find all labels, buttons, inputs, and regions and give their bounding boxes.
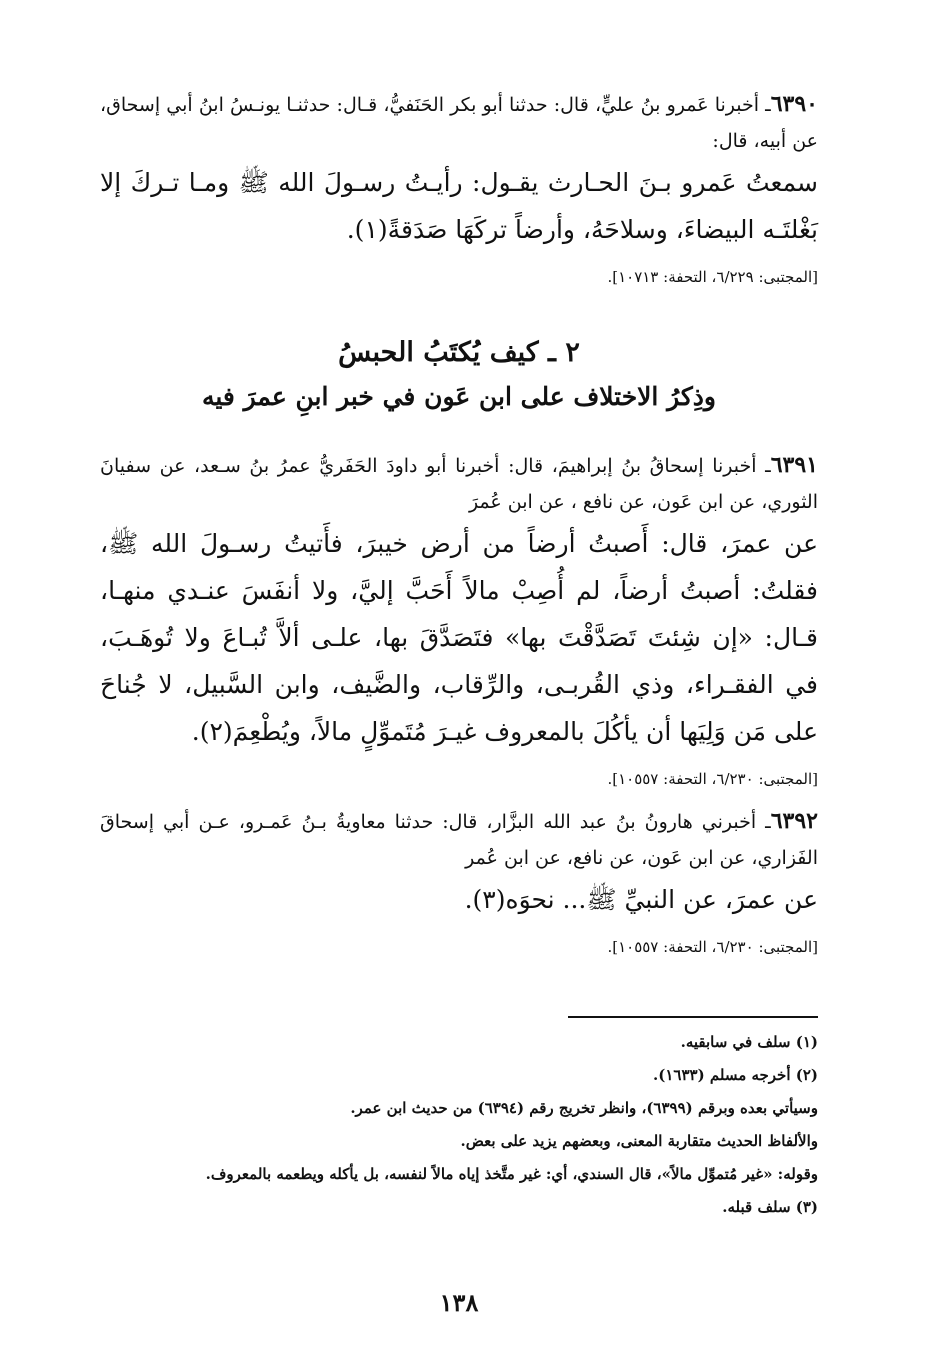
book-page <box>100 86 818 1322</box>
hadith-reference: [المجتبى: ٦/٢٣٠، التحفة: ١٠٥٥٧]. <box>607 770 818 788</box>
footnote-2-continuation: وقوله: «غير مُتموِّل مالاً»، قال السندي، أي: غير متَّخذ إياه مالاً لنفسه، بل يأكله ويطعمه بالمعروف. <box>205 1165 818 1183</box>
hadith-matn: سمعتُ عَمرو بـنَ الحـارث يقـول: رأيـتُ رسـولَ الله ﷺ ومـا تـركَ إلا بَغْلتَـه البيضاءَ، وسلاحَهُ، وأرضاً تركَهَا صَدَقةً(١). <box>100 168 818 244</box>
footnote-2: (٢) أخرجه مسلم (١٦٣٣). <box>653 1066 818 1084</box>
hadith-reference: [المجتبى: ٦/٢٣٠، التحفة: ١٠٥٥٧]. <box>607 938 818 956</box>
hadith-matn: عن عمرَ، قال: أَصبتُ أرضاً من أرض خيبرَ، فأَتيتُ رسـولَ الله ﷺ، فقلتُ: أصبتُ أرضاً، لم أُصِبْ مالاً أَحَبَّ إليَّ، ولا أنفَسَ عنـدي منهـا، قـال: «إن شِئتَ تَصَدَّقْتَ بها» فتَصَدَّقَ بها، علـى ألاَّ تُبـاعَ ولا تُوهَـبَ، في الفقـراء، وذي القُربـى، والرِّقاب، والضَّيف، وابن السَّبيل، لا جُناحَ على مَن وَلِيَها أن يأكُلَ بالمعروف غيـرَ مُتَموِّلٍ مالاً، ويُطْعِمَ(٢). <box>100 529 818 746</box>
footnotes <box>100 1016 818 1224</box>
footnote-2-continuation: والألفاظ الحديث متقاربة المعنى، وبعضهم يزيد على بعض. <box>460 1132 818 1150</box>
hadith-6391 <box>100 447 818 793</box>
footnote-1: (١) سلف في سابقيه. <box>680 1033 818 1051</box>
hadith-isnad <box>100 447 818 520</box>
footnote-divider <box>568 1016 818 1018</box>
chapter-subtitle: وذِكرُ الاختلاف على ابن عَون في خبر ابنِ عمرَ فيه <box>201 382 716 411</box>
isnad-text: ـ أخبرنا عَمرو بنُ عليٍّ، قال: حدثنا أبو بكر الحَنَفيُّ، قـال: حدثنـا يونـسُ ابنُ أبي إسحاق، عن أبيه، قال: <box>100 94 818 152</box>
hadith-matn: عن عمرَ، عن النبيِّ ﷺ... نحوَه(٣). <box>464 885 818 914</box>
isnad-text: ـ أخبرنا إسحاقُ بنُ إبراهيمَ، قال: أخبرنا أبو داودَ الحَفَريُّ عمرُ بنُ سـعد، عن سفيانَ الثوري، عن ابن عَون، عن نافع ، عن ابن عُمرَ <box>100 455 818 513</box>
hadith-number: ٦٣٩٠ <box>770 91 818 117</box>
hadith-isnad <box>100 803 818 876</box>
hadith-reference: [المجتبى: ٦/٢٢٩، التحفة: ١٠٧١٣]. <box>607 268 818 286</box>
page-number: ١٣٨ <box>439 1288 479 1317</box>
footnote-2-continuation: وسيأتي بعده وبرقم (٦٣٩٩)، وانظر تخريج رقم (٦٣٩٤) من حديث ابن عمر. <box>350 1099 818 1117</box>
hadith-6392 <box>100 803 818 961</box>
hadith-number: ٦٣٩١ <box>770 452 818 478</box>
footnote-3: (٣) سلف قبله. <box>722 1198 818 1216</box>
chapter-title: ٢ ـ كيف يُكتَبُ الحبسُ <box>338 337 580 368</box>
hadith-number: ٦٣٩٢ <box>770 808 818 834</box>
hadith-isnad <box>100 86 818 159</box>
isnad-text: ـ أخبرني هارونُ بنُ عبد الله البزَّار، قال: حدثنا معاويةُ بـنُ عَمـرو، عـن أبي إسحاقَ الفَزاري، عن ابن عَون، عن نافع، عن ابن عُمر <box>100 811 818 869</box>
hadith-6390 <box>100 86 818 291</box>
